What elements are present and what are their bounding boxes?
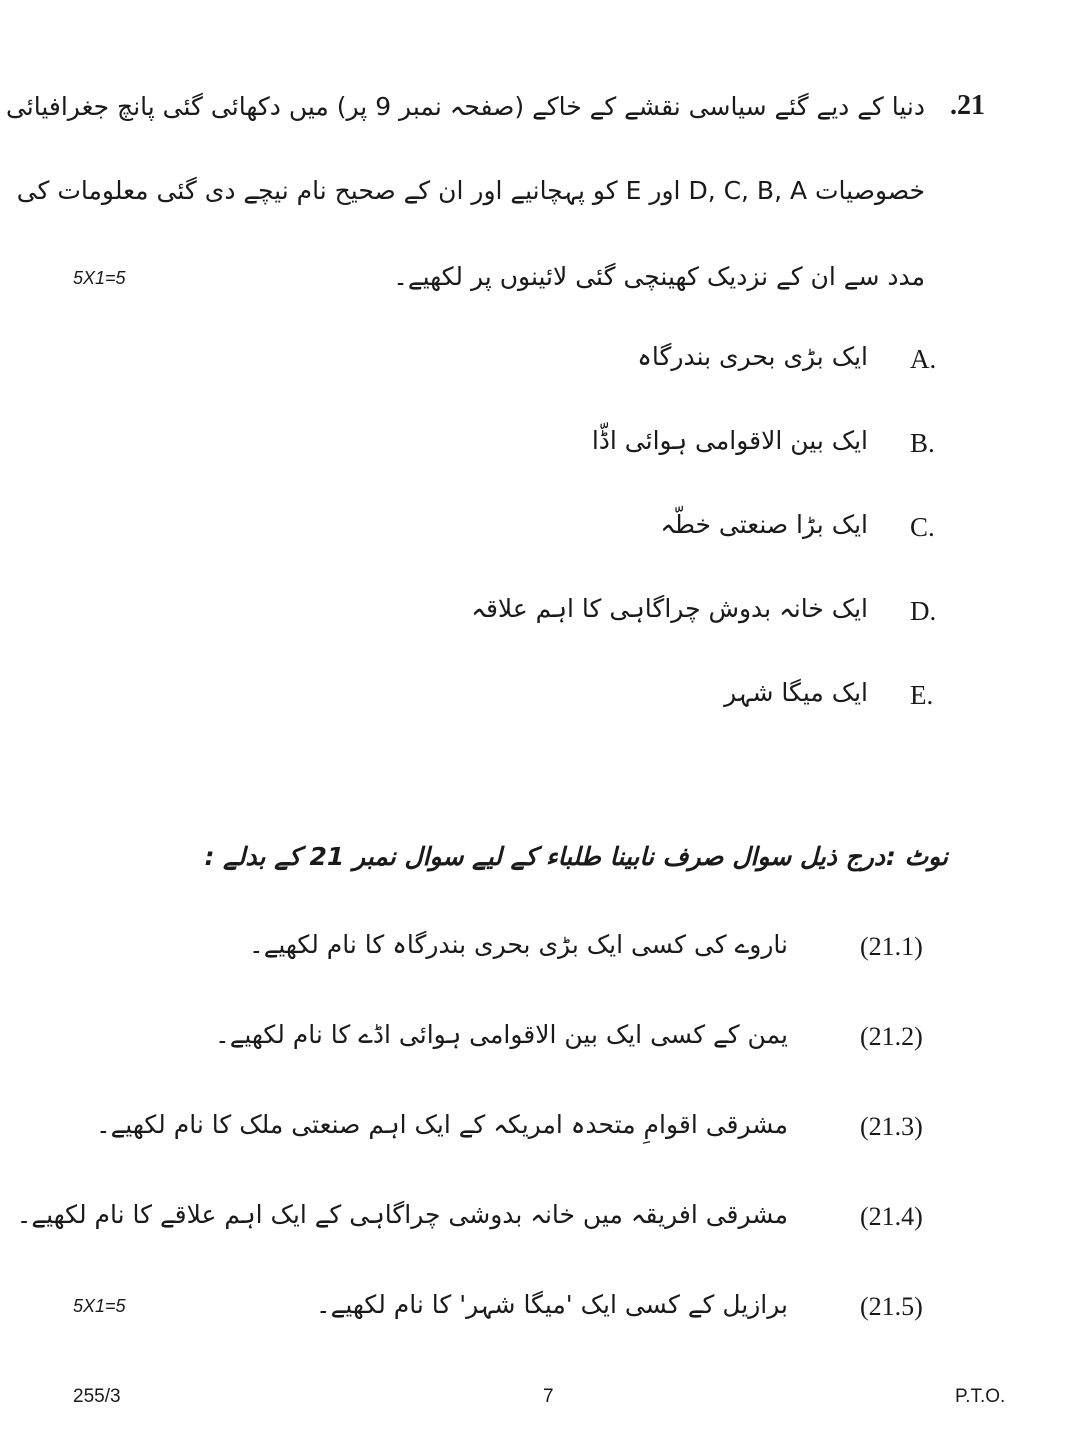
question-line-1: دنیا کے دیے گئے سیاسی نقشے کے خاکے (صفحہ نمبر 9 پر) میں دکھائی گئی پانچ جغرافیائی xyxy=(5,92,925,121)
sub-question-number-4: (21.4) xyxy=(860,1202,923,1231)
sub-question-text-2: یمن کے کسی ایک بین الاقوامی ہوائی اڈے کا نام لکھیے۔ xyxy=(215,1020,788,1049)
option-text-e: ایک میگا شہر xyxy=(724,678,868,707)
sub-question-marks: 5X1=5 xyxy=(73,1296,126,1316)
option-letter-e: E. xyxy=(910,680,934,710)
sub-question-text-3: مشرقی اقوامِ متحدہ امریکہ کے ایک اہم صنعتی ملک کا نام لکھیے۔ xyxy=(96,1110,788,1139)
question-number: 21. xyxy=(950,90,985,121)
option-letter-a: A. xyxy=(910,344,937,374)
question-line-3: مدد سے ان کے نزدیک کھینچی گئی لائینوں پر لکھیے۔ xyxy=(393,262,925,291)
option-text-d: ایک خانہ بدوش چراگاہی کا اہم علاقہ xyxy=(471,594,868,623)
sub-question-text-1: ناروے کی کسی ایک بڑی بحری بندرگاہ کا نام لکھیے۔ xyxy=(249,930,788,959)
sub-question-number-1: (21.1) xyxy=(860,932,923,961)
question-marks: 5X1=5 xyxy=(73,268,126,288)
sub-question-number-3: (21.3) xyxy=(860,1112,923,1141)
option-text-b: ایک بین الاقوامی ہوائی اڈّا xyxy=(591,426,868,455)
paper-code: 255/3 xyxy=(73,1386,121,1407)
option-letter-d: D. xyxy=(910,596,937,626)
option-letter-c: C. xyxy=(910,512,935,542)
please-turn-over: P.T.O. xyxy=(955,1386,1006,1407)
note-label: نوٹ : xyxy=(885,842,948,871)
option-text-a: ایک بڑی بحری بندرگاہ xyxy=(637,342,868,371)
note-text: درج ذیل سوال صرف نابینا طلباء کے لیے سوال نمبر 21 کے بدلے : xyxy=(204,842,885,871)
sub-question-number-5: (21.5) xyxy=(860,1292,923,1321)
sub-question-number-2: (21.2) xyxy=(860,1022,923,1051)
sub-question-text-5: برازیل کے کسی ایک 'میگا شہر' کا نام لکھیے۔ xyxy=(316,1290,788,1319)
page-number: 7 xyxy=(543,1386,554,1407)
option-letter-b: B. xyxy=(910,428,935,458)
question-line-2: خصوصیات D, C, B, A اور E کو پہچانیے اور ان کے صحیح نام نیچے دی گئی معلومات کی xyxy=(16,176,925,205)
option-text-c: ایک بڑا صنعتی خطّہ xyxy=(660,510,868,539)
sub-question-text-4: مشرقی افریقہ میں خانہ بدوشی چراگاہی کے ایک اہم علاقے کا نام لکھیے۔ xyxy=(16,1200,788,1229)
